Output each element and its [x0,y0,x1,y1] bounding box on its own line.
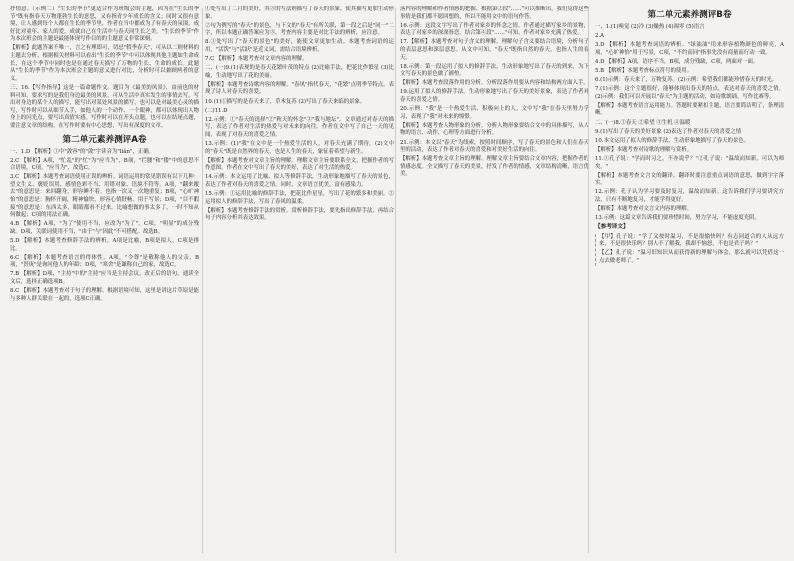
answer-item: 21.示例：本文以"春天"为线索，按照时间顺序，写了春天的景色和人们在春天里的活动，表达了作者对春天的喜爱和对美好生活的向往。 [400,139,589,154]
answer-item: 8.C 【解析】本题考查对于句子的理解。根据语境可知，这里是讲这片草原是能与多种人群关联在一起的，选项C正确。 [10,288,199,302]
answer-item: 6.(1)示例：春天来了，万物复苏。(2)示例：希望我们都能珍惜春天的时光。 [595,77,778,84]
answer-item: 【解析】本题考查对诗歌的理解与赏析。 [595,146,693,153]
answer-item: 【解析】本题考查修辞手法的赏析。赏析修辞手法，要先指出修辞手法，再结合句子内容分析其表达效果。 [205,207,394,222]
answer-item: 15.示例：①运用比喻的修辞手法，把花比作星星，写出了花的繁多和美丽。②运用拟人的修辞手法，写出了春风的温柔。 [205,191,394,205]
answer-item: (二)11.D [205,107,228,114]
answer-item: 6.C 【解析】本题考查语言的得体性。A项，"令尊"是敬称他人的父亲，B项，"贵庚"是询问他人的年龄；D项，"寒舍"是谦称自己的家，故选C。 [10,254,199,269]
answer-item: 16.示例：这段文字写出了作者对家乡的怀念之情。作者通过描写家乡的景物，表达了对家乡的深深眷恋。结合第④段"……"可知，作者对家乡充满了热爱。 [400,22,589,37]
answer-item: 【解析】本题考查诗歌内容的理解。"春风"指代春天，"花繁"点明季节特点，表现了诗人对春天的喜爱。 [205,81,394,96]
answer-item: 20.示例："我"是一个热爱生活、积极向上的人。文中写"我"在春天里努力学习，表现了"我"对未来的憧憬。 [400,106,589,120]
column-divider [395,8,396,553]
answer-item: 18.示例：第一段运用了拟人的修辞手法，生动形象地写出了春天的到来，为下文写春天的景色做了铺垫。 [400,63,589,78]
column-1-body [10,149,199,304]
answer-item: 7.C 【解析】本题考查对文章内容的理解。 [205,56,308,63]
column-divider [202,8,203,553]
reference-translation-title: 【参考译文】 [595,224,629,231]
answer-item: 11.①孔子说："学而时习之，不亦说乎？"②孔子说："温故而知新，可以为师矣。" [595,155,784,170]
column-4 [595,6,784,557]
answer-item: 二、(一)8.①春天 ②希望 ③生机 ④温暖 [595,119,691,126]
answer-item: ②句为例写的"春天"的景色，与下文的"春天"有所关联，第一段之后是"同一"二字，所以本题正确答案应为③，考查内容主要是对比手法的辨析，应注意。 [205,22,394,37]
answer-item: 4.D 【解析】A项，语序不当，B项，成分残缺，C项，两面对一面。 [595,58,759,65]
paragraph: 抒情意。（示例二）"生长的季节"更适合作为班级会的主题，因为在"生长的季节"既有指春天万物蓬勃生长的意思，又有指青少年成长的含义；同时又很有意境，让人感到每个人都在生长的季节里，作者在当中都成为了有春天的氛围，成好比对童年、家人的爱，成就自己在生活中与春天同生长之美。"生长的季节"作为本次班会的主题是最能体现写作目的的主题意义非常深刻。 [10,6,199,43]
answer-item: 7.B 【解析】D项，"主持"中的"主持"应当是主持会议，改正后的语句，通读全文后，选择正确选项B。 [10,271,199,285]
column-divider [588,8,589,553]
answer-item: 5.D 【解析】本题考查修辞手法的辨析。A项是比喻，B项是拟人，C项是排比。 [10,238,199,252]
answer-item: 【解析】本题考查人物形象的分析。分析人物形象要结合文中的具体描写，从人物的语言、动作、心理等方面进行分析。 [400,122,589,137]
section-title-b: 第二单元素养测评B卷 [647,10,732,20]
section-title-a: 第二单元素养测评A卷 [62,134,147,145]
answer-item: 【解析】本题考查语言运用能力。答题时要紧扣主题，语言要简洁明了，条理清晰。 [595,102,784,117]
answer-item: 10.(1)①描写的是春天来了，草木复苏 (2)写出了春天来临的景象。 [205,98,366,105]
answer-item: 2.A [595,33,605,40]
answer-item: 19.运用了拟人的修辞手法。生动形象地写出了春天的美好景象，表达了作者对春天的喜爱之情。 [400,89,589,104]
answer-item: 9.(1)写出了春天的美好景象 (2)表达了作者对春天的喜爱之情 [595,128,742,135]
answer-item: 【解析】本题考查对文言文内容的理解。 [595,205,693,212]
answer-item: 5.B 【解析】本题考查标点符号的使用。 [595,67,693,74]
reference-translation [595,234,784,266]
answer-item: 8.①处写出了"春天的景色"的美好，能使文章更加生动。本题考查词语的运用，"活泼"与"活跃"是近义词，需结合语境辨析。 [205,39,394,53]
answer-item: 17.【解析】本题考查对句子含义的理解。理解句子含义要结合语境，分析句子的表层意思和深层意思。从文中可知，"春天"既指自然的春天，也指人生的春天。 [400,39,589,61]
translation-paragraph: 【甲】孔子说："学了又按时温习，不是很愉快吗？有志同道合的人从远方来，不是很快乐吗？别人不了解我，我却不恼怒，不也是君子吗？" [599,233,784,248]
answer-item: 一、1.D 【解析】①中"敛容"的"敛"字读音为"liǎn"，正确。 [10,148,155,155]
column-3 [400,6,589,557]
answer-item: 7.(1)示例：这个主题很好，能够体现出春天的特点，表达对春天的喜爱之情。(2)示例：我们可以开展以"春天"为主题的活动，如诗歌朗诵、写作比赛等。 [595,86,784,100]
column-1-top [10,6,199,131]
answer-item: 【解析】本题考查文章主旨的理解。理解文章主旨要结合文章内容，把握作者的情感态度。全文描写了春天的美景，抒发了作者的情感，文章结构清晰，语言优美。 [400,156,589,178]
paragraph: 【解析】此题答案不唯一，言之有理即可，切忌"假季春天"，可从以二则材料的主题去分析。根据相关材料可以看出"生长的季节"中可以体现其他主题如生命成长，在这个季节中同时也是在通过春天描写了万物的生长、生命的成长。此题从"生长的季节"作为本次班会主题的意义进行对比，分析时可以兼顾两者的意义。 [10,45,199,82]
paragraph: 三、16.【写作指导】这是一篇命题作文。题目为《最美的风景》，由前也的材料可知，要求写的是我们身边最美的风景。可从生活中真实发生的事情去写，写出对身边的某个人的描写，能写出对某处风景的描写，也可以是对最美心灵的描写，写作时可以从细节入手，如他人的一个动作、一个眼神，都可以体现出人物身上的闪光点，要写出真情实感。写作时可以在开头点题，也可以在结尾点题，要注意文章的结构，在写作时要有中心思想，写出有深度的文章。 [10,84,199,129]
answer-item: ①处写出了二月的美好，其③的写法则描写了春天的景象，使其描写更加生动形象。 [205,6,394,20]
answer-item: 13.示例：(1)"我"在文中是一个热爱生活的人，对春天充满了期待。(2)文中的"春天"既是自然界的春天，也是人生的春天，象征着希望与新生。 [205,141,394,155]
column-1 [10,6,199,557]
answer-item: 3.C 【解析】本题考查词语使用正误的辨析。词语运用的常见错误有以下几种：望文生义、褒贬误用、感情色彩不当、用错对象、语境不符等。A项，"翻来覆去"的意思是：来回翻身，形容睡不着。也指一次又一次地重复；B项，"心旷神怡"的意思是：胸怀开阔，精神愉快，形容心情舒畅，用于写景；D项，"目不暇接"的意思是：东西太多，眼睛都看不过来。比喻想做的事太多了，一时不知从何做起；C项的用法正确。 [10,174,199,219]
answer-item: 【解析】本题考查段落作用的分析。分析段落作用要从内容和结构两方面入手。 [400,80,589,87]
answer-item: 13.示例：这篇文章告诉我们要珍惜时间，努力学习，不能虚度光阴。 [595,215,760,222]
answer-item: 【解析】本题考查文言文的翻译。翻译时要注意重点词语的意思，做到字字落实。 [595,172,784,187]
answer-item: 4.B 【解析】A项，"为了"使用不当，应改为"为了"。C项，"明显"的成分残缺。D项，关联词使用不当，"由于"与"因此"不可搭配。故选B。 [10,221,199,235]
answer-item: 二、(一)9.(1)表现的是春天花繁叶茂的特点 (2)比喻手法，把花比作繁星 (3)比喻，生动地写出了花的美丽。 [205,65,394,79]
answer-item: 12.示例：①"春天的选择"②"秋天的怀念"③"我与地坛"。文章通过对春天的描写，表达了作者对生活的热爱与对未来的向往。作者在文中写了自己一天的见闻，表现了对春天的喜爱之情。 [205,116,394,138]
answer-item: 【解析】本题考查对文章主旨的理解。理解文章主旨要联系全文，把握作者的写作意图。作者在文中写出了春天的美好，表达了对生活的热爱。 [205,157,394,172]
column-2 [205,6,394,557]
answer-item: 落内容的理解和作者情感的把握。根据第②段"……"可以推断出，我们觉得这些事情是我们都不愿回想的，所以不能用文中的语句作答。 [400,6,589,20]
answer-item: 10.本文运用了拟人的修辞手法，生动形象地描写了春天的景色。 [595,137,750,144]
answer-item: 12.示例：孔子认为学习要及时复习，温故而知新。这告诉我们学习要讲究方法，只有不断地复习，才能学得更好。 [595,189,784,203]
answer-item: 2.C 【解析】A项，"忙乱"的"忙"为"应当为"，B项，"拦腰"和"搂"中的意思不合语境，C项，"应当为"，故选C。 [10,157,199,172]
translation-paragraph: 【乙】孔子说："温习旧知识从而获得新的理解与体会，那么就可以凭借这一点去做老师了。" [599,250,784,265]
answer-item: 3.D 【解析】本题考查词语的辨析。"绿油油"用来形容植物颜色的鲜亮，A项，"心旷神怡"用于写景，C项，"不约而同"指事先没有商量而行动一致。 [595,42,784,56]
answer-item: 一、1.(1)嗅觉 (2)冷 (3)燥热 (4)凋零 (5)语言 [595,24,705,30]
answer-item: 14.示例：本文运用了比喻、拟人等修辞手法，生动形象地描写了春天的景色，表达了作者对春天的喜爱之情。同时，文章语言优美，富有感染力。 [205,174,394,188]
